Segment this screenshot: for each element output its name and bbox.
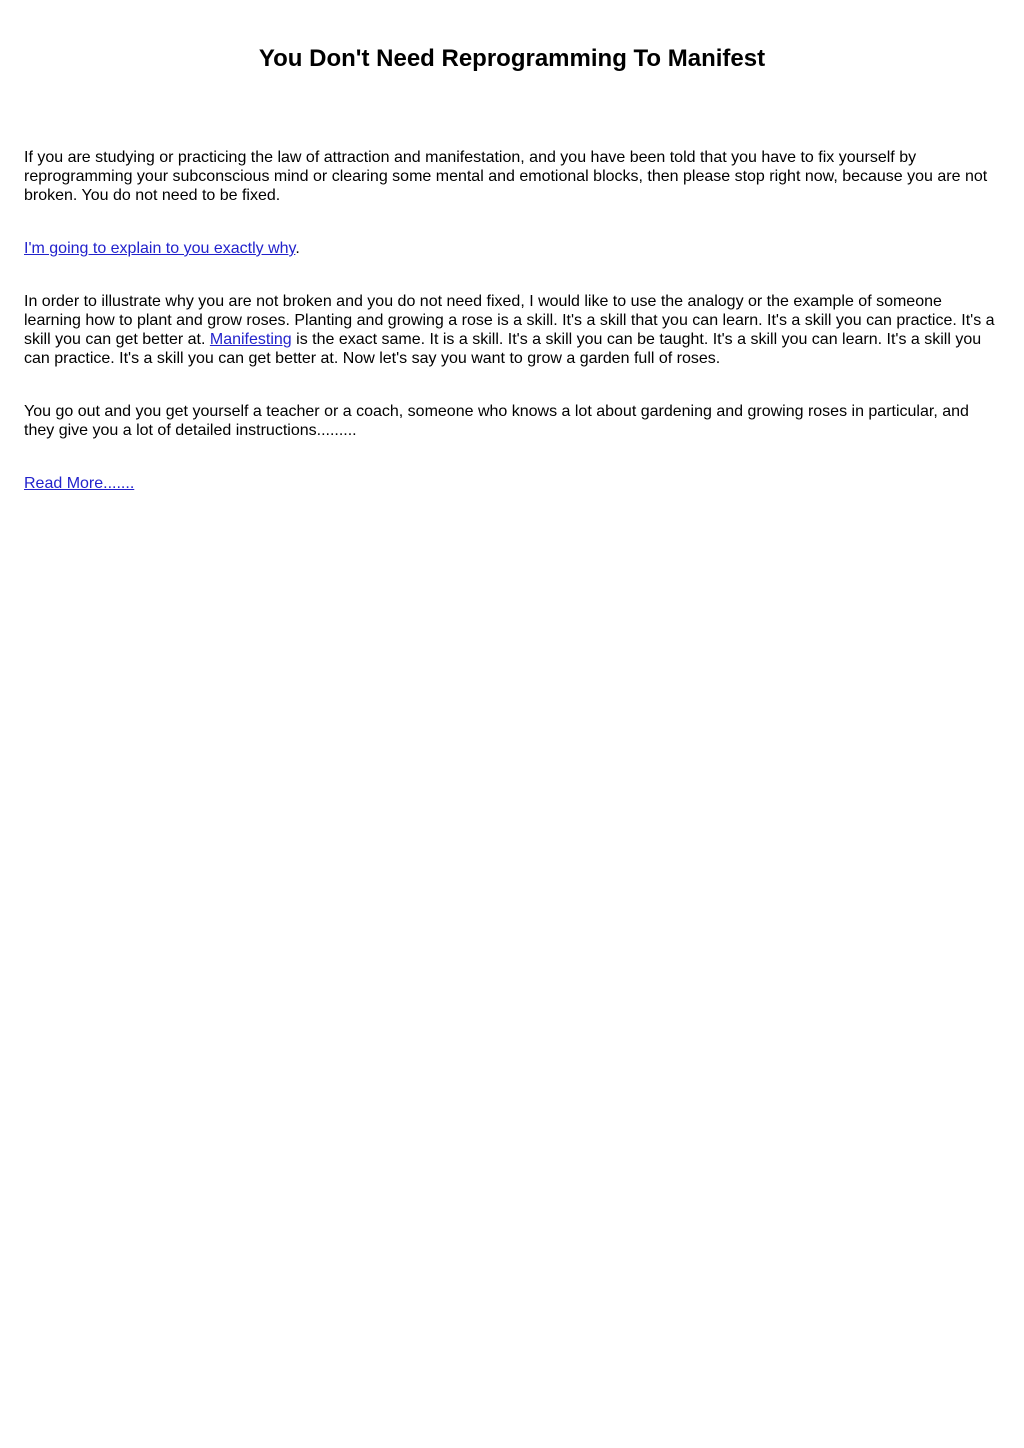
- paragraph-teacher: You go out and you get yourself a teacher or a coach, someone who knows a lot about gardening and growing roses in particular, and they give you a lot of detailed instructions.........: [24, 403, 969, 439]
- explain-period: .: [295, 240, 300, 257]
- paragraph-explain: [24, 239, 1000, 258]
- read-more-paragraph: [24, 474, 1000, 493]
- analogy-text-end: is the exact same. It is a skill. It's a skill you can be taught. It's a skill you can learn. It's a skill you can practice. It's a skill you can get better at. Now let's say you want to grow a garden full of roses.: [24, 331, 982, 367]
- paragraph-analogy: [24, 292, 1000, 368]
- paragraph-intro: If you are studying or practicing the law of attraction and manifestation, and you have been told that you have to fix yourself by reprogramming your subconscious mind or clearing some mental and emotional blocks, then please stop right now, because you are not broken. You do not need to be fixed.: [24, 149, 988, 204]
- analogy-text-start: In order to illustrate why you are not broken and you do not need fixed, I would like to use the analogy or the example of someone learning how to plant and grow roses. Planting and growing a rose is a skill. It's a skill that you can learn. It's a skill you can practice. It's a skill you can get better at.: [24, 293, 995, 348]
- manifesting-link[interactable]: Manifesting: [209, 331, 292, 348]
- read-more-link[interactable]: Read More.......: [24, 475, 135, 492]
- document-title: You Don't Need Reprogramming To Manifest: [258, 45, 766, 72]
- explain-why-link[interactable]: I'm going to explain to you exactly why: [24, 240, 296, 257]
